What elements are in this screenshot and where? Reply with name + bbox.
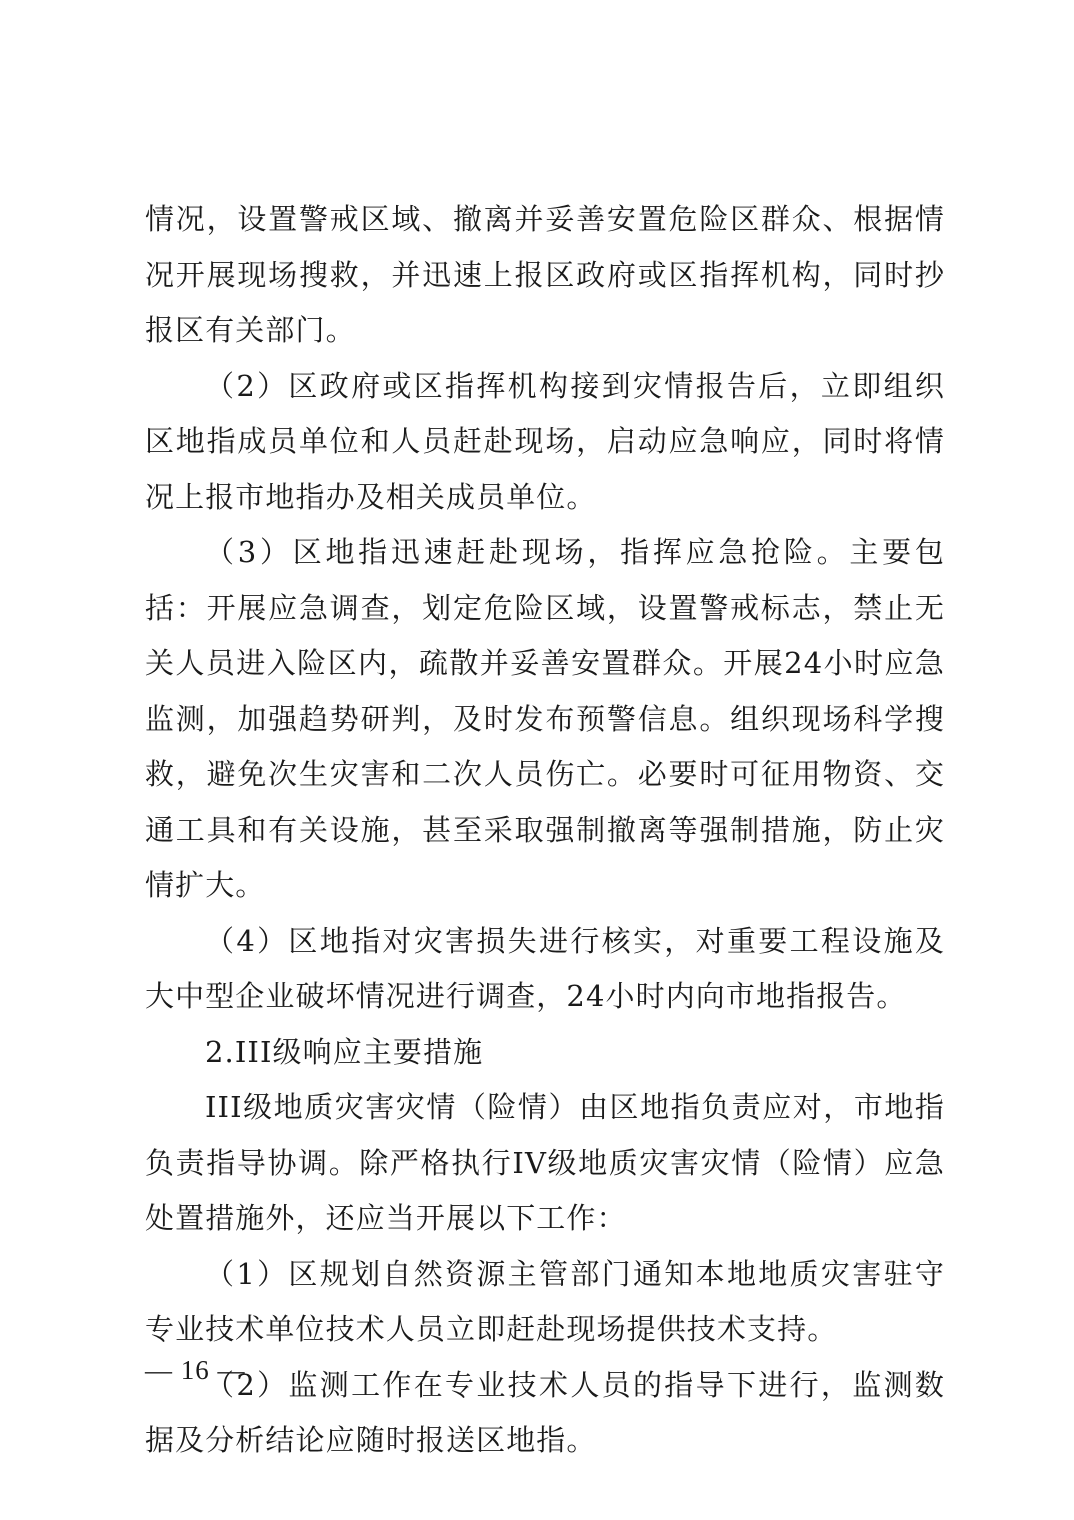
paragraph-level-iii-intro: III级地质灾害灾情（险情）由区地指负责应对，市地指负责指导协调。除严格执行IV级地质灾害灾情（险情）应急处置措施外，还应当开展以下工作：	[145, 1090, 945, 1235]
page-number: — 16 —	[145, 1355, 246, 1385]
paragraph-continuation: 情况，设置警戒区域、撤离并妥善安置危险区群众、根据情况开展现场搜救，并迅速上报区政府或区指挥机构，同时抄报区有关部门。	[145, 202, 945, 347]
paragraph-item-2: （2）区政府或区指挥机构接到灾情报告后，立即组织区地指成员单位和人员赶赴现场，启动应急响应，同时将情况上报市地指办及相关成员单位。	[145, 368, 945, 514]
section-heading: 2.III级响应主要措施	[205, 1034, 484, 1069]
paragraph-level-iii-item-1: （1）区规划自然资源主管部门通知本地地质灾害驻守专业技术单位技术人员立即赶赴现场提供技术支持。	[145, 1256, 945, 1346]
paragraph-level-iii-item-2: （2）监测工作在专业技术人员的指导下进行，监测数据及分析结论应随时报送区地指。	[145, 1367, 945, 1457]
paragraph-item-4: （4）区地指对灾害损失进行核实，对重要工程设施及大中型企业破坏情况进行调查，24小时内向市地指报告。	[145, 923, 945, 1013]
paragraph-item-3: （3）区地指迅速赶赴现场，指挥应急抢险。主要包括：开展应急调查，划定危险区域，设置警戒标志，禁止无关人员进入险区内，疏散并妥善安置群众。开展24小时应急监测，加强趋势研判，及时发布预警信息。组织现场科学搜救，避免次生灾害和二次人员伤亡。必要时可征用物资、交通工具和有关设施，甚至采取强制撤离等强制措施，防止灾情扩大。	[145, 535, 945, 902]
body-text	[145, 192, 945, 1469]
